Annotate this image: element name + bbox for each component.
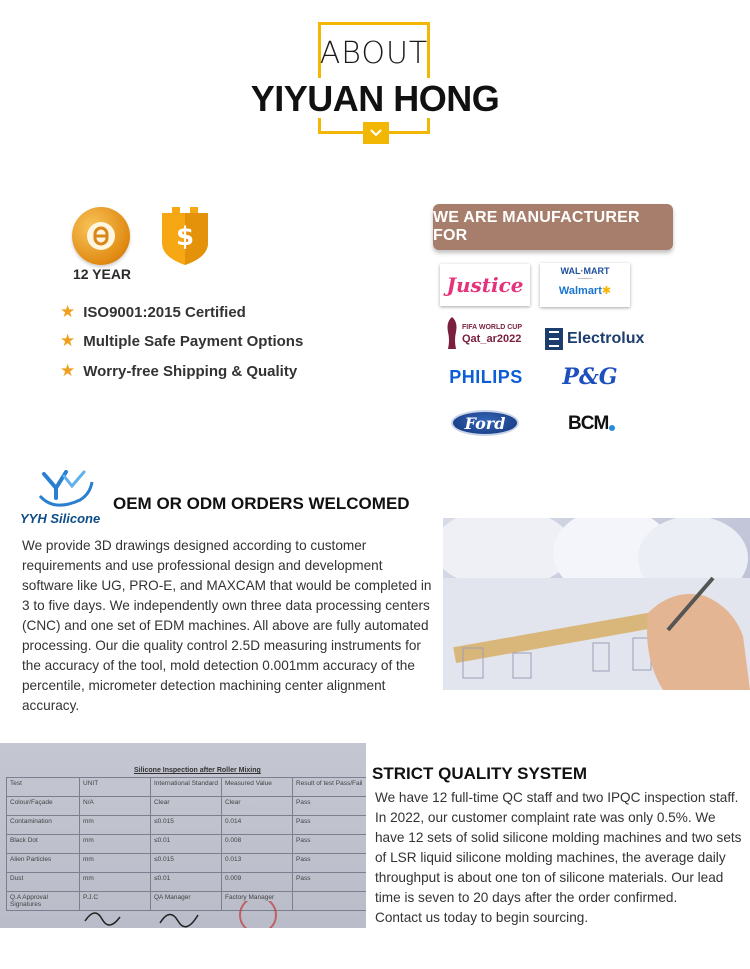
yyh-logo-icon <box>34 468 94 510</box>
electrolux-logo: Electrolux <box>545 327 644 351</box>
yyh-brand-name: YYH Silicone <box>20 511 101 526</box>
feature-iso <box>60 302 246 322</box>
walmart-top-text: WAL·MART <box>560 266 610 276</box>
sheet-title: Silicone Inspection after Roller Mixing <box>134 767 261 774</box>
electrolux-icon <box>545 328 563 350</box>
table-row: Contamination mm ≤0.015 0.014 Pass <box>7 816 367 835</box>
year-label: 12 YEAR <box>72 266 132 282</box>
design-drawing-image <box>443 518 750 690</box>
feature-shipping <box>60 361 297 381</box>
star-icon: ★ <box>60 361 76 380</box>
ford-logo: Ford <box>451 410 519 436</box>
manufacturer-banner: WE ARE MANUFACTURER FOR <box>433 204 673 250</box>
table-row: Colour/Façade N/A Clear Clear Pass <box>7 797 367 816</box>
bcm-dot-icon <box>609 425 615 431</box>
trophy-icon <box>445 316 459 350</box>
table-row: Dust mm ≤0.01 0.009 Pass <box>7 873 367 892</box>
feature-label: ISO9001:2015 Certified <box>83 303 246 321</box>
inspection-sheet-image <box>0 743 366 928</box>
star-icon: ★ <box>60 331 76 350</box>
oem-paragraph: We provide 3D drawings designed according to customer requirements and use professional design and development software like UG, PRO-E, and MAXCAM that would be completed in 3 to five days. We independently own three data processing centers (CNC) and one set of EDM machines. All above are fully automated processing. Our die quality control 2.5D measuring instruments for the accuracy of the tool, mold detection 0.001mm accuracy of the percentile, micrometer detection machining center alignment accuracy. <box>22 538 432 713</box>
svg-text:$: $ <box>175 222 195 252</box>
quality-title: STRICT QUALITY SYSTEM <box>372 764 588 783</box>
spark-icon: ✱ <box>601 285 612 297</box>
oem-title: OEM OR ODM ORDERS WELCOMED <box>113 494 410 513</box>
about-heading: ABOUT <box>319 36 429 71</box>
signature-row: Q.A Approval Signatures P.J.C QA Manager Factory Manager <box>7 892 367 911</box>
quality-paragraph: We have 12 full-time QC staff and two IPQC inspection staff. In 2022, our customer complaint rate was only 0.5%. We have 12 sets of solid silicone molding machines and two sets of LSR liquid silicone molding machines, the average daily throughput is about one ton of silicone materials. Our lead time is seven to 20 days after the order confirmed. Contact us today to begin sourcing. <box>375 790 742 925</box>
table-row: Alien Particles mm ≤0.015 0.013 Pass <box>7 854 367 873</box>
signatures-icon <box>80 901 280 928</box>
star-icon: ★ <box>60 302 76 321</box>
walmart-bottom-text: Walmart✱ <box>558 285 612 297</box>
inspection-table <box>6 777 366 911</box>
coin-center-icon <box>87 222 115 250</box>
company-name: YIYUAN HONG <box>250 78 500 119</box>
feature-payment <box>60 331 303 351</box>
walmart-logo <box>540 263 630 307</box>
bcm-logo: BCM <box>568 412 615 436</box>
fifa-logo: FIFA WORLD CUP Qat_ar2022 <box>445 314 527 354</box>
feature-label: Multiple Safe Payment Options <box>83 332 304 350</box>
walmart-divider: ——— <box>577 276 593 282</box>
pg-logo: P&G <box>562 364 618 390</box>
feature-label: Worry-free Shipping & Quality <box>83 362 298 380</box>
dollar-shield-icon <box>158 205 212 267</box>
table-row: Black Dot mm ≤0.01 0.008 Pass <box>7 835 367 854</box>
table-header-row: Test UNIT International Standard Measured Value Result of test Pass/Fail <box>7 778 367 797</box>
chevron-down-icon <box>363 122 389 144</box>
justice-logo: Justice <box>440 264 530 306</box>
philips-logo: PHILIPS <box>449 366 523 387</box>
